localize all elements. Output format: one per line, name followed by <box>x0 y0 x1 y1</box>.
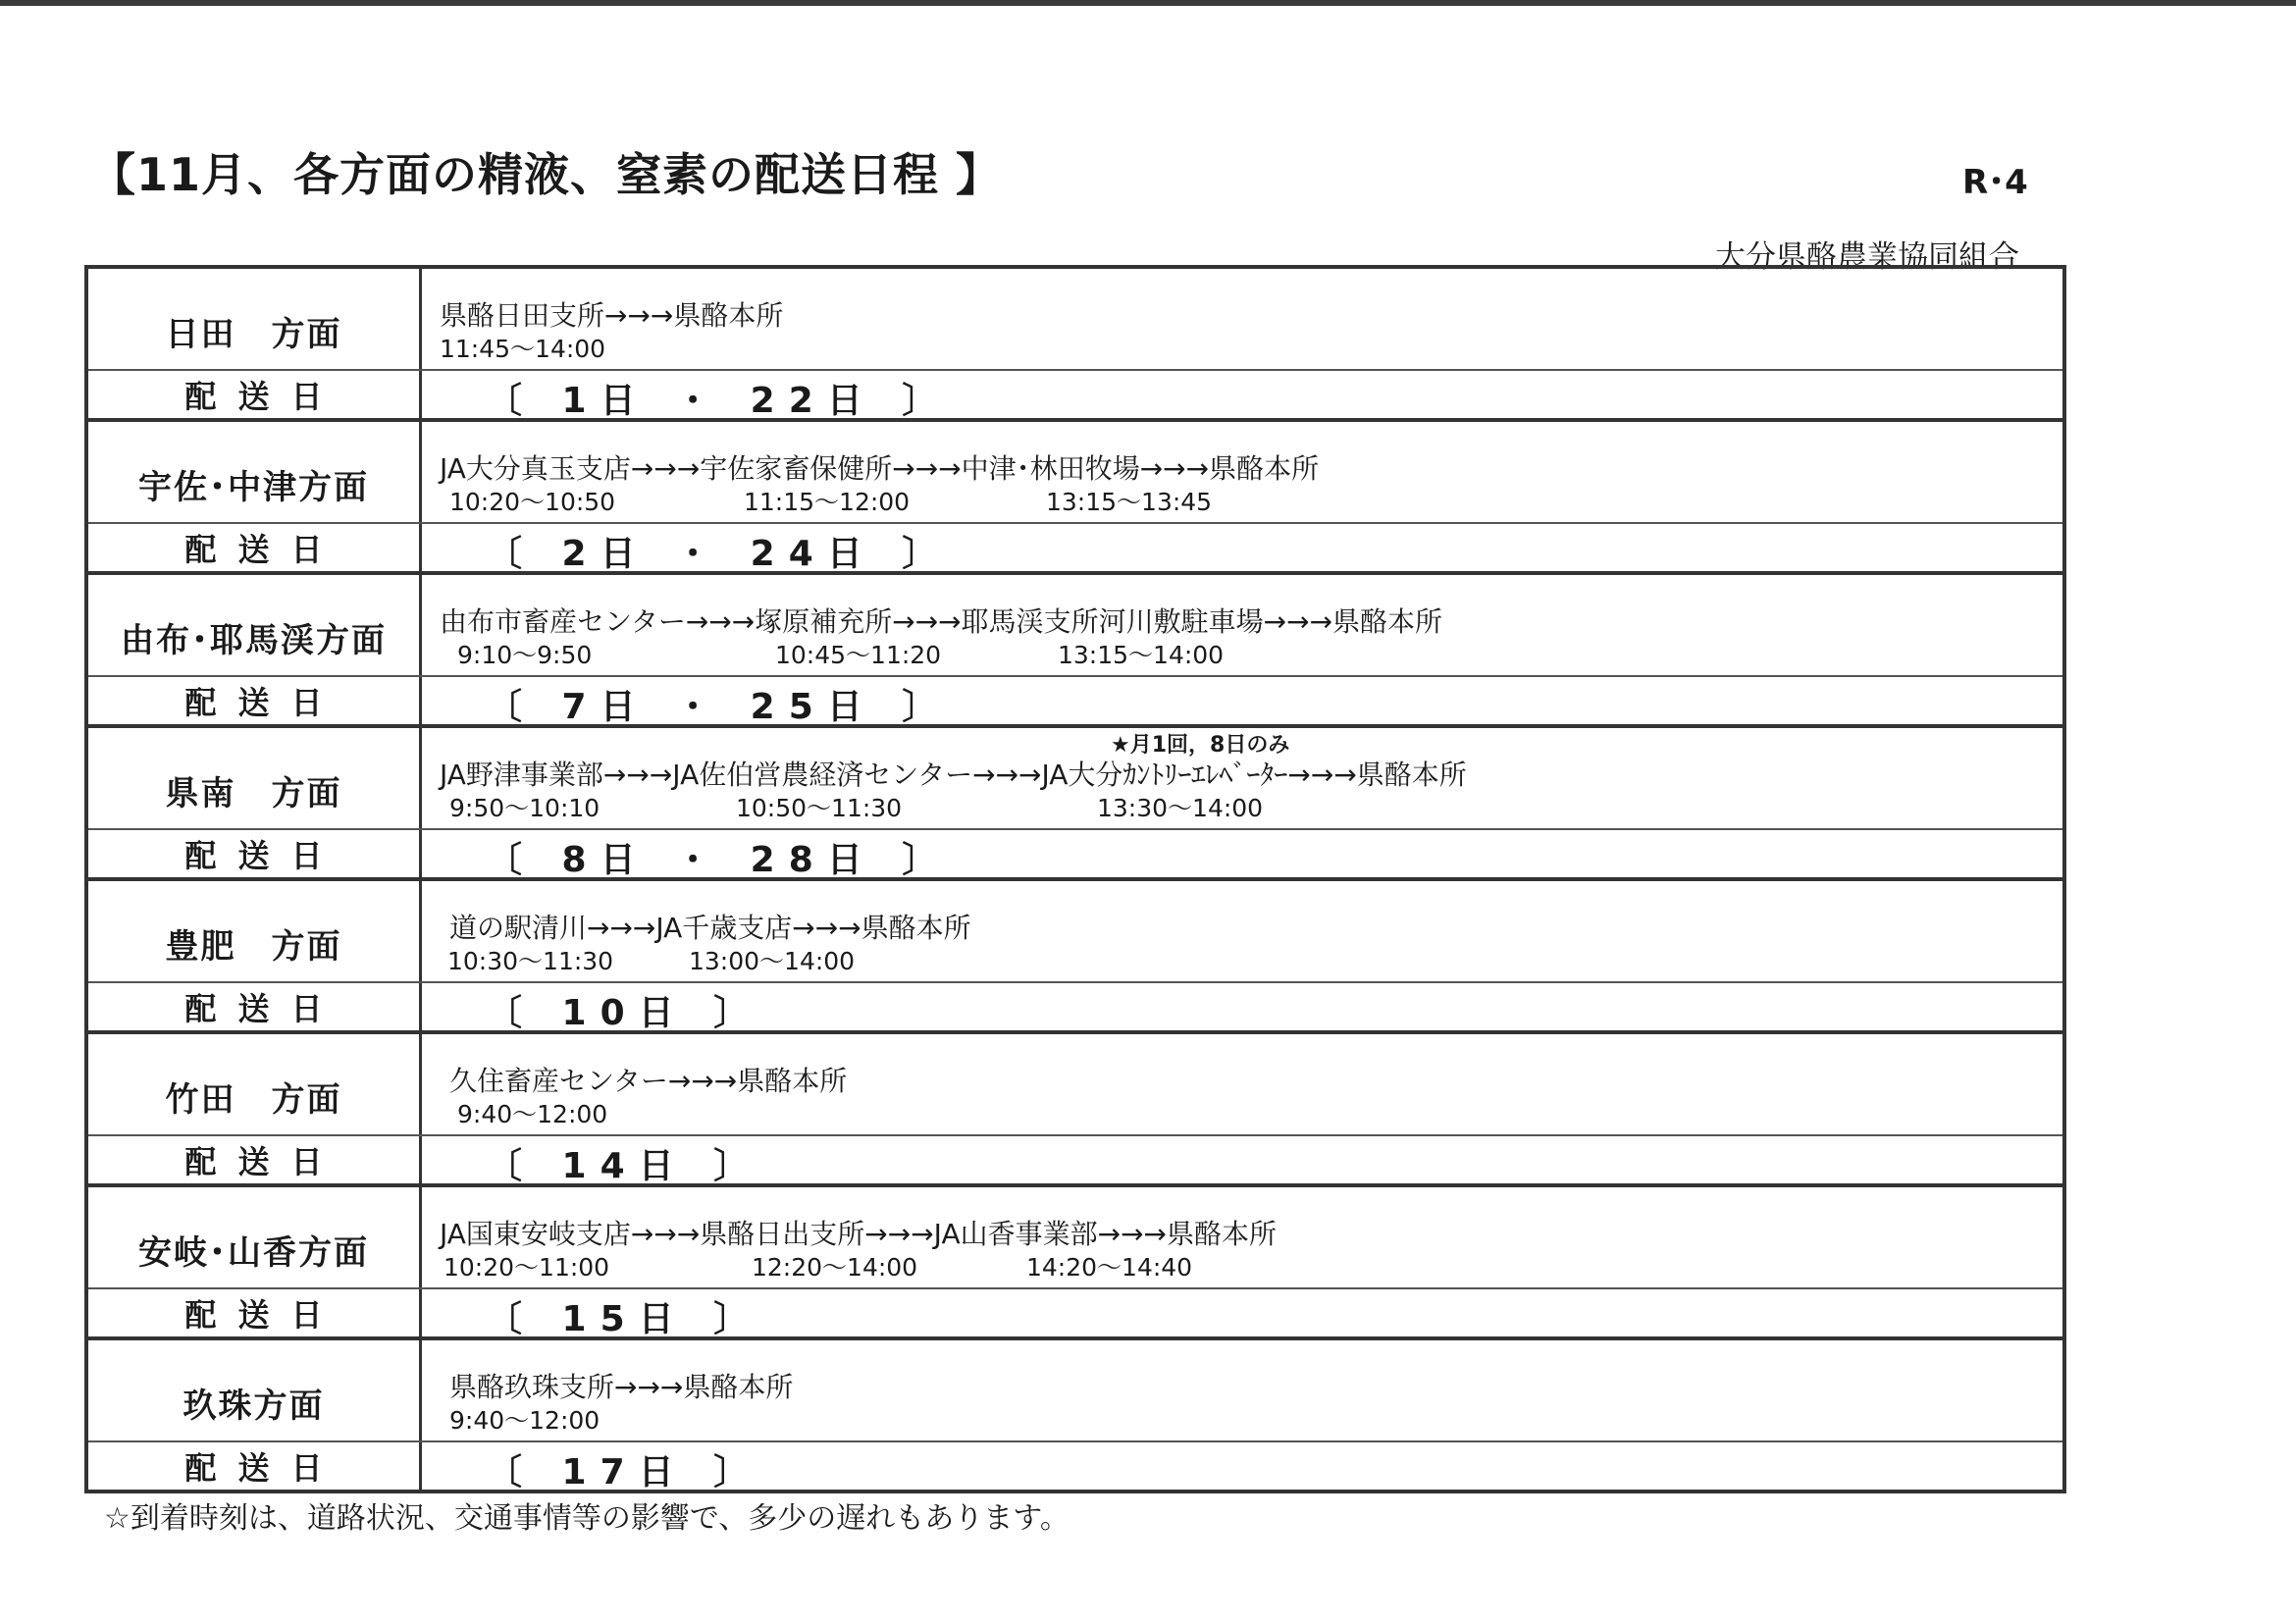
delivery-dates: 〔 1日 ・ 22日 〕 <box>487 381 952 421</box>
schedule-block-kennan <box>88 728 2062 881</box>
area-name: 豊肥 方面 <box>88 881 422 981</box>
schedule-block-aki-yamaga <box>88 1187 2062 1340</box>
route-stops: 由布市畜産センター→→→塚原補充所→→→耶馬渓支所河川敷駐車場→→→県酪本所 <box>440 605 1443 638</box>
route-row <box>88 269 2062 371</box>
delivery-date-row <box>88 371 2062 421</box>
organization-name: 大分県酪農業協同組合 <box>1715 239 2019 275</box>
delivery-date-cell <box>422 1136 2062 1186</box>
arrival-time: 12:20～14:00 <box>752 1253 918 1282</box>
arrival-time: 13:00～14:00 <box>689 947 856 975</box>
route-cell <box>422 1187 2062 1287</box>
schedule-block-yufu-yabakei <box>88 575 2062 728</box>
route-row <box>88 728 2062 830</box>
delivery-dates: 〔 2日 ・ 24日 〕 <box>487 534 952 574</box>
delivery-date-cell <box>422 677 2062 727</box>
arrival-time-footnote: ☆到着時刻は、道路状況、交通事情等の影響で、多少の遅れもあります。 <box>104 1501 1070 1536</box>
delivery-date-cell <box>422 983 2062 1033</box>
route-stops: JA野津事業部→→→JA佐伯営農経済センター→→→JA大分ｶﾝﾄﾘｰｴﾚﾍﾞｰﾀｰ→→→県酪本所 <box>440 759 1467 791</box>
route-stops: JA国東安岐支店→→→県酪日出支所→→→JA山香事業部→→→県酪本所 <box>440 1218 1277 1250</box>
schedule-block-usa-nakatsu <box>88 422 2062 575</box>
route-row <box>88 1187 2062 1289</box>
arrival-time: 13:15～13:45 <box>1046 488 1213 516</box>
arrival-time: 13:30～14:00 <box>1097 794 1264 822</box>
delivery-date-row <box>88 677 2062 727</box>
arrival-time: 14:20～14:40 <box>1026 1253 1193 1282</box>
schedule-block-hohi <box>88 881 2062 1034</box>
arrival-time: 10:20～11:00 <box>444 1253 610 1282</box>
arrival-time: 9:10～9:50 <box>457 641 593 669</box>
delivery-dates: 〔 8日 ・ 28日 〕 <box>487 840 952 880</box>
route-cell <box>422 422 2062 522</box>
delivery-date-label: 配送日 <box>88 983 422 1030</box>
delivery-date-cell <box>422 1289 2062 1339</box>
arrival-time: 9:50～10:10 <box>449 794 600 822</box>
route-stops: 県酪日田支所→→→県酪本所 <box>440 299 784 332</box>
delivery-schedule-table <box>84 265 2066 1493</box>
delivery-date-cell <box>422 1442 2062 1490</box>
delivery-date-label: 配送日 <box>88 1442 422 1490</box>
area-name: 安岐･山香方面 <box>88 1187 422 1287</box>
route-cell <box>422 1034 2062 1134</box>
area-name: 竹田 方面 <box>88 1034 422 1134</box>
document-code: R･4 <box>1962 163 2028 202</box>
delivery-dates: 〔 15日 〕 <box>487 1299 763 1339</box>
arrival-time: 9:40～12:00 <box>457 1100 608 1128</box>
arrival-time: 9:40～12:00 <box>449 1406 600 1435</box>
area-name: 宇佐･中津方面 <box>88 422 422 522</box>
delivery-date-label: 配送日 <box>88 371 422 418</box>
delivery-date-cell <box>422 524 2062 574</box>
delivery-date-label: 配送日 <box>88 524 422 571</box>
delivery-date-label: 配送日 <box>88 677 422 724</box>
delivery-date-row <box>88 1289 2062 1339</box>
route-stops: 久住畜産センター→→→県酪本所 <box>449 1065 848 1097</box>
area-name: 県南 方面 <box>88 728 422 828</box>
route-stops: JA大分真玉支店→→→宇佐家畜保健所→→→中津･林田牧場→→→県酪本所 <box>440 452 1320 485</box>
arrival-time: 10:30～11:30 <box>447 947 614 975</box>
delivery-dates: 〔 7日 ・ 25日 〕 <box>487 687 952 727</box>
arrival-time: 11:15～12:00 <box>744 488 911 516</box>
arrival-time: 10:20～10:50 <box>449 488 616 516</box>
route-row <box>88 1034 2062 1136</box>
route-stops: 道の駅清川→→→JA千歳支店→→→県酪本所 <box>449 912 971 944</box>
route-row <box>88 422 2062 524</box>
delivery-date-label: 配送日 <box>88 1289 422 1336</box>
delivery-date-cell <box>422 371 2062 421</box>
delivery-date-row <box>88 524 2062 574</box>
delivery-dates: 〔 14日 〕 <box>487 1146 763 1186</box>
area-name: 由布･耶馬渓方面 <box>88 575 422 675</box>
route-cell <box>422 1340 2062 1440</box>
delivery-date-row <box>88 1136 2062 1186</box>
route-cell <box>422 575 2062 675</box>
area-name: 日田 方面 <box>88 269 422 369</box>
delivery-date-row <box>88 830 2062 880</box>
arrival-time: 10:50～11:30 <box>736 794 903 822</box>
delivery-date-label: 配送日 <box>88 830 422 877</box>
arrival-time: 10:45～11:20 <box>775 641 942 669</box>
delivery-date-label: 配送日 <box>88 1136 422 1183</box>
route-cell <box>422 728 2062 828</box>
route-cell <box>422 881 2062 981</box>
top-edge-line <box>0 0 2296 6</box>
delivery-date-cell <box>422 830 2062 880</box>
route-cell <box>422 269 2062 369</box>
route-row <box>88 575 2062 677</box>
arrival-time: 11:45～14:00 <box>440 335 606 363</box>
route-stops: 県酪玖珠支所→→→県酪本所 <box>449 1371 794 1403</box>
arrival-time: 13:15～14:00 <box>1058 641 1225 669</box>
delivery-dates: 〔 10日 〕 <box>487 993 763 1033</box>
route-row <box>88 881 2062 983</box>
schedule-block-hita <box>88 269 2062 422</box>
schedule-block-taketa <box>88 1034 2062 1187</box>
once-a-month-note: ★月1回，8日のみ <box>1111 733 1290 758</box>
delivery-date-row <box>88 983 2062 1033</box>
delivery-date-row <box>88 1442 2062 1490</box>
route-row <box>88 1340 2062 1442</box>
area-name: 玖珠方面 <box>88 1340 422 1440</box>
delivery-dates: 〔 17日 〕 <box>487 1452 763 1492</box>
page-title: 【11月、各方面の精液、窒素の配送日程 】 <box>90 148 1003 201</box>
schedule-block-kusu <box>88 1340 2062 1490</box>
